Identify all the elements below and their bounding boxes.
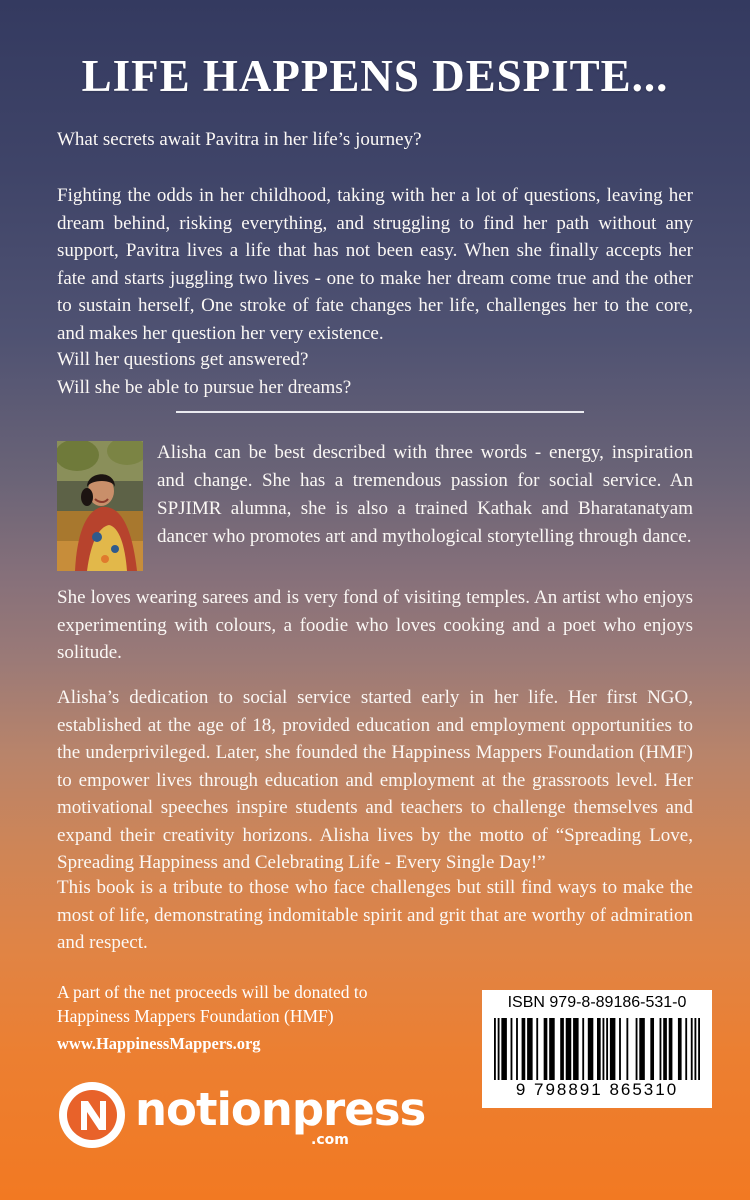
barcode-bar (610, 1018, 616, 1080)
barcode-bar (694, 1018, 696, 1080)
isbn-label: ISBN 979-8-89186-531-0 (507, 994, 687, 1011)
barcode-bar (501, 1018, 507, 1080)
book-title: LIFE HAPPENS DESPITE... (81, 51, 669, 101)
barcode-bar (650, 1018, 654, 1080)
barcode-bar (566, 1018, 572, 1080)
isbn-barcode (482, 990, 712, 1108)
barcode-bar (685, 1018, 687, 1080)
barcode-bar (522, 1018, 526, 1080)
barcode-bar (494, 1018, 496, 1080)
proceeds-line-1: A part of the net proceeds will be donated to (57, 982, 368, 1002)
barcode-bar (698, 1018, 700, 1080)
barcode-bar (597, 1018, 601, 1080)
proceeds-line-2: Happiness Mappers Foundation (HMF) (57, 1006, 334, 1026)
barcode-bar (691, 1018, 693, 1080)
barcode-bar (603, 1018, 605, 1080)
barcode-bar (626, 1018, 628, 1080)
barcode-bar (549, 1018, 555, 1080)
blurb-closing (57, 346, 693, 401)
publisher-domain: .com (311, 1132, 349, 1148)
book-tribute: This book is a tribute to those who face challenges but still find ways to make the most of life, demonstrating indomitable spirit and grit that are worthy of admiration and respect. (57, 877, 693, 953)
author-photo (57, 441, 143, 571)
barcode-bar (669, 1018, 673, 1080)
barcode-digits: 9 798891 865310 (515, 1080, 679, 1099)
barcode-bar (582, 1018, 584, 1080)
publisher-logo (57, 1080, 426, 1152)
publisher-name: notionpress (135, 1083, 426, 1136)
barcode-bar (560, 1018, 564, 1080)
barcode-bar (639, 1018, 645, 1080)
barcode-bar (663, 1018, 667, 1080)
author-bio-intro: Alisha can be best described with three words - energy, inspiration and change. She has a tremendous passion for social service. An SPJIMR alumna, she is also a trained Kathak and Bharatanatyam dancer who promotes art and mythological storytelling through dance. (157, 442, 693, 547)
barcode-bar (527, 1018, 533, 1080)
barcode-bars (494, 1018, 700, 1080)
barcode-bar (588, 1018, 594, 1080)
section-divider (176, 411, 584, 413)
barcode-bar (498, 1018, 500, 1080)
barcode-bar (536, 1018, 538, 1080)
barcode-bar (516, 1018, 518, 1080)
proceeds-note (57, 980, 437, 1028)
barcode-bar (544, 1018, 548, 1080)
blurb-summary: Fighting the odds in her childhood, taking with her a lot of questions, leaving her dream behind, risking everything, and struggling to find her path without any support, Pavitra lives a life that has not been easy. When she finally accepts her fate and starts juggling two lives - one to make her dream come true and the other to sustain herself, One stroke of fate changes her life, challenges her to the core, and makes her question her very existence. (57, 185, 693, 344)
blurb-closing-line-1: Will her questions get answered? (57, 349, 309, 370)
author-photo-illustration (57, 441, 143, 571)
author-dedication: Alisha’s dedication to social service started early in her life. Her first NGO, established at the age of 18, provided education and employment opportunities to the underprivileged. Later, she founded the Happiness Mappers Foundation (HMF) to empower lives through education and employment at the grassroots level. Her motivational speeches inspire students and teachers to challenge themselves and expand their creativity horizons. Alisha lives by the motto of “Spreading Love, Spreading Happiness and Celebrating Life - Every Single Day!” (57, 687, 693, 873)
barcode-bar (573, 1018, 579, 1080)
barcode-bar (660, 1018, 662, 1080)
blurb-question: What secrets await Pavitra in her life’s journey? (57, 129, 422, 150)
notion-press-n-icon (57, 1080, 127, 1150)
barcode-bar (619, 1018, 621, 1080)
barcode-bar (678, 1018, 682, 1080)
barcode-bar (606, 1018, 608, 1080)
barcode-bar (511, 1018, 513, 1080)
website-link[interactable]: www.HappinessMappers.org (57, 1034, 261, 1053)
blurb-closing-line-2: Will she be able to pursue her dreams? (57, 376, 352, 398)
barcode-bar (636, 1018, 638, 1080)
author-interests: She loves wearing sarees and is very fond of visiting temples. An artist who enjoys experimenting with colours, a foodie who loves cooking and a poet who enjoys solitude. (57, 587, 693, 663)
